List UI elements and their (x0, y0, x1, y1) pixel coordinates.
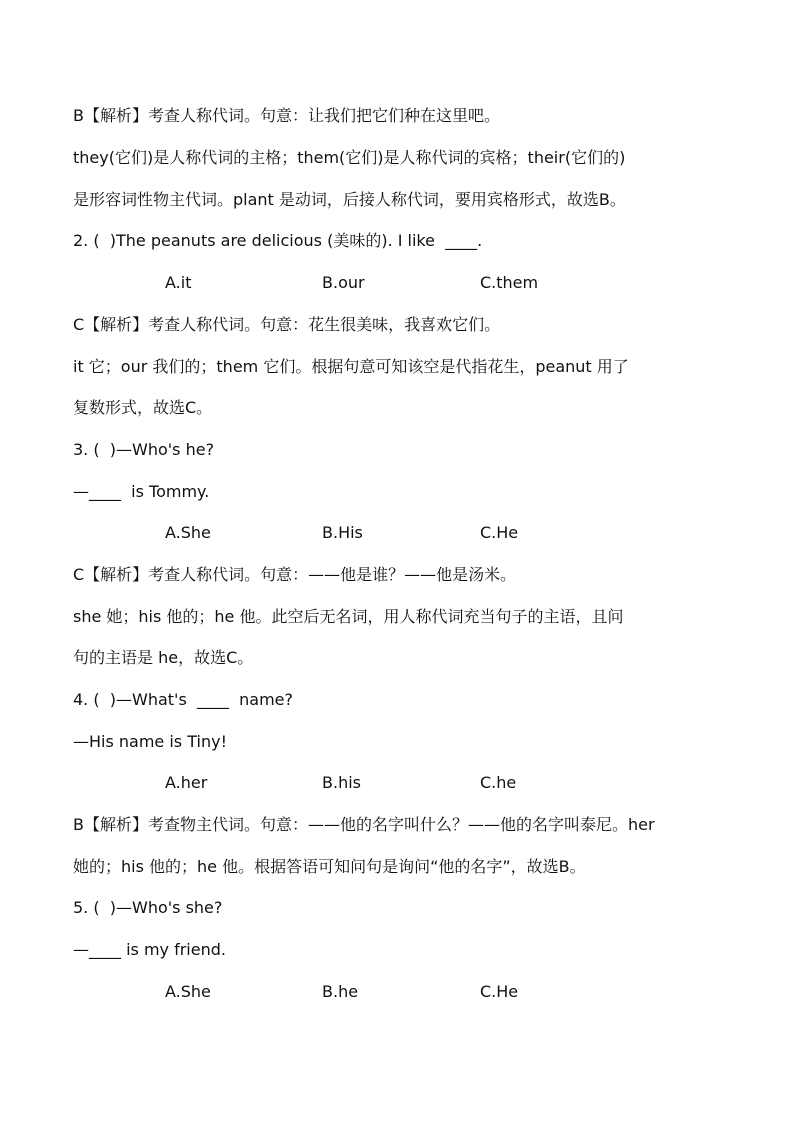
q3-stem: 3. ( )—Who's he? (73, 440, 215, 459)
q2-analysis-line-1: C【解析】考查人称代词。句意：花生很美味，我喜欢它们。 (73, 315, 501, 334)
q5-option-c: C.He (480, 982, 519, 1001)
q3-option-c: C.He (480, 523, 519, 542)
q1-analysis-line-1: B【解析】考查人称代词。句意：让我们把它们种在这里吧。 (73, 106, 500, 125)
q2-stem: 2. ( )The peanuts are delicious (美味的). I like ____. (73, 231, 483, 250)
q2-option-a: A.it (165, 273, 192, 292)
q5-option-b: B.he (322, 982, 359, 1001)
q5-option-a: A.She (165, 982, 211, 1001)
q4-analysis-line-2: 她的；his 他的；he 他。根据答语可知问句是询问“他的名字”，故选B。 (73, 857, 586, 876)
q2-option-b: B.our (322, 273, 365, 292)
q3-analysis-line-3: 句的主语是 he，故选C。 (73, 648, 254, 667)
q2-analysis-line-3: 复数形式，故选C。 (73, 398, 213, 417)
q4-option-a: A.her (165, 773, 208, 792)
q3-option-a: A.She (165, 523, 211, 542)
q3-option-b: B.His (322, 523, 363, 542)
q4-option-b: B.his (322, 773, 361, 792)
q4-option-c: C.he (480, 773, 517, 792)
q2-option-c: C.them (480, 273, 539, 292)
q4-reply: —His name is Tiny! (73, 732, 227, 751)
q2-analysis-line-2: it 它；our 我们的；them 它们。根据句意可知该空是代指花生，peanut 用了 (73, 357, 629, 376)
q4-stem: 4. ( )—What's ____ name? (73, 690, 293, 709)
q4-analysis-line-1: B【解析】考查物主代词。句意：——他的名字叫什么？——他的名字叫泰尼。her (73, 815, 655, 834)
q1-analysis-line-2: they(它们)是人称代词的主格；them(它们)是人称代词的宾格；their(它们的) (73, 148, 626, 167)
q1-analysis-line-3: 是形容词性物主代词。plant 是动词，后接人称代词，要用宾格形式，故选B。 (73, 190, 626, 209)
q5-stem: 5. ( )—Who's she? (73, 898, 223, 917)
q3-analysis-line-1: C【解析】考查人称代词。句意：——他是谁？——他是汤米。 (73, 565, 517, 584)
q3-analysis-line-2: she 她；his 他的；he 他。此空后无名词，用人称代词充当句子的主语，且问 (73, 607, 624, 626)
q5-reply: —____ is my friend. (73, 940, 226, 959)
q3-reply: —____ is Tommy. (73, 482, 210, 501)
